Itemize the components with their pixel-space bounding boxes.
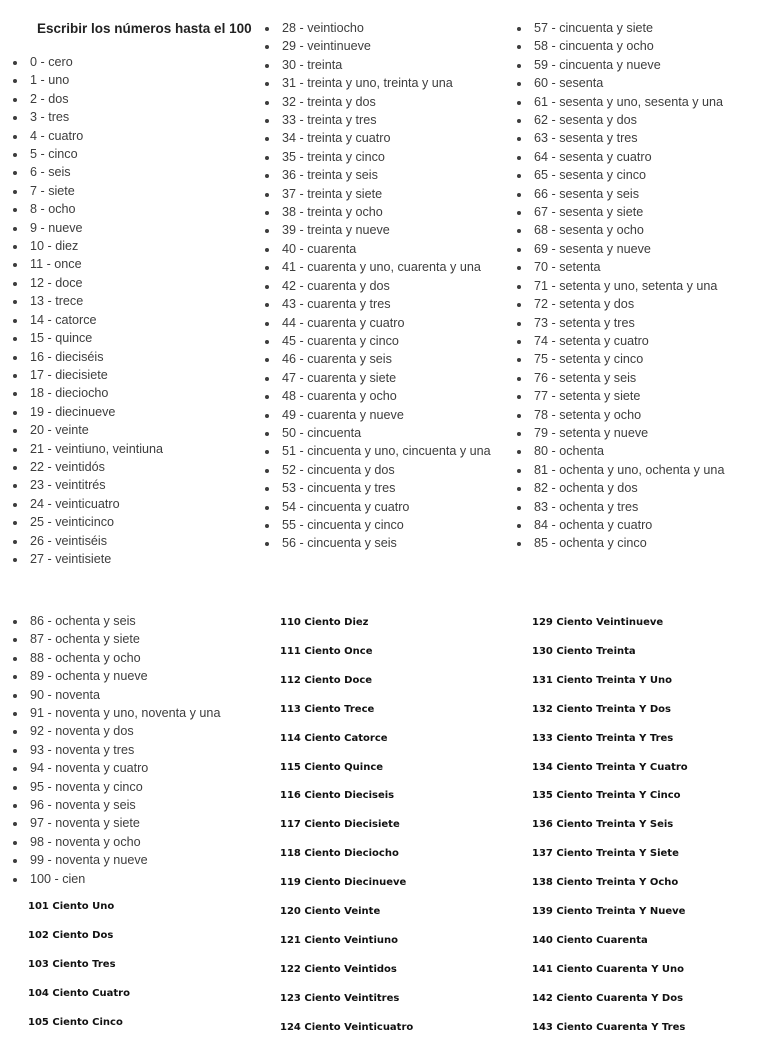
- list-item: 5 - cinco: [13, 145, 163, 163]
- list-item: 101 Ciento Uno: [28, 901, 115, 912]
- list-item: 41 - cuarenta y uno, cuarenta y una: [265, 258, 491, 276]
- number-list-28-56: [265, 19, 491, 553]
- list-item: 120 Ciento Veinte: [280, 906, 381, 918]
- list-item: 143 Ciento Cuarenta Y Tres: [532, 1021, 686, 1033]
- word-list-101-105: [28, 893, 130, 1038]
- list-item: 131 Ciento Treinta Y Uno: [532, 674, 672, 686]
- list-item: 119 Ciento Diecinueve: [280, 877, 407, 889]
- list-item: 12 - doce: [13, 274, 163, 292]
- list-item: 110 Ciento Diez: [280, 617, 369, 628]
- list-item: 78 - setenta y ocho: [517, 406, 724, 424]
- list-item: 14 - catorce: [13, 311, 163, 329]
- list-item: 37 - treinta y siete: [265, 185, 491, 203]
- list-item: 129 Ciento Veintinueve: [532, 617, 664, 628]
- list-item: 56 - cincuenta y seis: [265, 534, 491, 552]
- list-item: 24 - veinticuatro: [13, 495, 163, 513]
- list-item: 60 - sesenta: [517, 74, 724, 92]
- list-item: 115 Ciento Quince: [280, 761, 384, 773]
- list-item: 134 Ciento Treinta Y Cuatro: [532, 761, 688, 773]
- list-item: 111 Ciento Once: [280, 645, 373, 657]
- list-item: 16 - dieciséis: [13, 348, 163, 366]
- list-item: 138 Ciento Treinta Y Ocho: [532, 877, 679, 889]
- list-item: 92 - noventa y dos: [13, 722, 220, 740]
- list-item: 97 - noventa y siete: [13, 814, 220, 832]
- number-list-57-85: [517, 19, 724, 553]
- list-item: 118 Ciento Dieciocho: [280, 848, 399, 860]
- list-item: 39 - treinta y nueve: [265, 221, 491, 239]
- list-item: 59 - cincuenta y nueve: [517, 56, 724, 74]
- list-item: 33 - treinta y tres: [265, 111, 491, 129]
- list-item: 135 Ciento Treinta Y Cinco: [532, 790, 681, 802]
- list-item: 83 - ochenta y tres: [517, 498, 724, 516]
- list-item: 42 - cuarenta y dos: [265, 277, 491, 295]
- list-item: 64 - sesenta y cuatro: [517, 148, 724, 166]
- list-item: 26 - veintiséis: [13, 532, 163, 550]
- list-item: 15 - quince: [13, 329, 163, 347]
- list-item: 122 Ciento Veintidos: [280, 963, 397, 975]
- list-item: 74 - setenta y cuatro: [517, 332, 724, 350]
- list-item: 113 Ciento Trece: [280, 703, 375, 715]
- list-item: 0 - cero: [13, 53, 163, 71]
- list-item: 112 Ciento Doce: [280, 674, 373, 686]
- list-item: 19 - diecinueve: [13, 403, 163, 421]
- list-item: 29 - veintinueve: [265, 37, 491, 55]
- list-item: 55 - cincuenta y cinco: [265, 516, 491, 534]
- list-item: 27 - veintisiete: [13, 550, 163, 568]
- list-item: 67 - sesenta y siete: [517, 203, 724, 221]
- list-item: 70 - setenta: [517, 258, 724, 276]
- list-item: 95 - noventa y cinco: [13, 778, 220, 796]
- list-item: 23 - veintitrés: [13, 476, 163, 494]
- list-item: 44 - cuarenta y cuatro: [265, 314, 491, 332]
- list-item: 90 - noventa: [13, 686, 220, 704]
- list-item: 88 - ochenta y ocho: [13, 649, 220, 667]
- list-item: 75 - setenta y cinco: [517, 350, 724, 368]
- list-item: 2 - dos: [13, 90, 163, 108]
- list-item: 140 Ciento Cuarenta: [532, 934, 648, 946]
- list-item: 47 - cuarenta y siete: [265, 369, 491, 387]
- list-item: 52 - cincuenta y dos: [265, 461, 491, 479]
- list-item: 87 - ochenta y siete: [13, 630, 220, 648]
- list-item: 76 - setenta y seis: [517, 369, 724, 387]
- list-item: 72 - setenta y dos: [517, 295, 724, 313]
- list-item: 62 - sesenta y dos: [517, 111, 724, 129]
- list-item: 104 Ciento Cuatro: [28, 987, 130, 999]
- list-item: 96 - noventa y seis: [13, 796, 220, 814]
- list-item: 116 Ciento Dieciseis: [280, 790, 395, 802]
- list-item: 100 - cien: [13, 870, 220, 888]
- list-item: 89 - ochenta y nueve: [13, 667, 220, 685]
- list-item: 4 - cuatro: [13, 127, 163, 145]
- list-item: 114 Ciento Catorce: [280, 732, 388, 744]
- list-item: 130 Ciento Treinta: [532, 645, 636, 657]
- list-item: 65 - sesenta y cinco: [517, 166, 724, 184]
- list-item: 71 - setenta y uno, setenta y una: [517, 277, 724, 295]
- list-item: 93 - noventa y tres: [13, 741, 220, 759]
- list-item: 133 Ciento Treinta Y Tres: [532, 732, 674, 744]
- list-item: 32 - treinta y dos: [265, 93, 491, 111]
- list-item: 17 - diecisiete: [13, 366, 163, 384]
- list-item: 66 - sesenta y seis: [517, 185, 724, 203]
- list-item: 20 - veinte: [13, 421, 163, 439]
- list-item: 121 Ciento Veintiuno: [280, 934, 398, 946]
- number-list-86-100: [13, 612, 220, 888]
- list-item: 84 - ochenta y cuatro: [517, 516, 724, 534]
- list-item: 22 - veintidós: [13, 458, 163, 476]
- list-item: 123 Ciento Veintitres: [280, 992, 400, 1004]
- list-item: 31 - treinta y uno, treinta y una: [265, 74, 491, 92]
- list-item: 81 - ochenta y uno, ochenta y una: [517, 461, 724, 479]
- list-item: 21 - veintiuno, veintiuna: [13, 440, 163, 458]
- list-item: 137 Ciento Treinta Y Siete: [532, 848, 679, 860]
- list-item: 13 - trece: [13, 292, 163, 310]
- list-item: 7 - siete: [13, 182, 163, 200]
- list-item: 68 - sesenta y ocho: [517, 221, 724, 239]
- list-item: 102 Ciento Dos: [28, 929, 114, 941]
- word-list-129-143: [532, 609, 688, 1043]
- list-item: 61 - sesenta y uno, sesenta y una: [517, 93, 724, 111]
- list-item: 8 - ocho: [13, 200, 163, 218]
- list-item: 11 - once: [13, 255, 163, 273]
- list-item: 53 - cincuenta y tres: [265, 479, 491, 497]
- list-item: 46 - cuarenta y seis: [265, 350, 491, 368]
- list-item: 142 Ciento Cuarenta Y Dos: [532, 992, 684, 1004]
- list-item: 43 - cuarenta y tres: [265, 295, 491, 313]
- list-item: 136 Ciento Treinta Y Seis: [532, 819, 674, 831]
- list-item: 103 Ciento Tres: [28, 958, 116, 970]
- list-item: 18 - dieciocho: [13, 384, 163, 402]
- list-item: 73 - setenta y tres: [517, 314, 724, 332]
- list-item: 34 - treinta y cuatro: [265, 129, 491, 147]
- list-item: 85 - ochenta y cinco: [517, 534, 724, 552]
- list-item: 58 - cincuenta y ocho: [517, 37, 724, 55]
- list-item: 91 - noventa y uno, noventa y una: [13, 704, 220, 722]
- list-item: 36 - treinta y seis: [265, 166, 491, 184]
- list-item: 80 - ochenta: [517, 442, 724, 460]
- page-title: Escribir los números hasta el 100: [37, 21, 252, 36]
- list-item: 132 Ciento Treinta Y Dos: [532, 703, 671, 715]
- list-item: 40 - cuarenta: [265, 240, 491, 258]
- list-item: 50 - cincuenta: [265, 424, 491, 442]
- list-item: 63 - sesenta y tres: [517, 129, 724, 147]
- list-item: 86 - ochenta y seis: [13, 612, 220, 630]
- list-item: 99 - noventa y nueve: [13, 851, 220, 869]
- list-item: 105 Ciento Cinco: [28, 1016, 123, 1028]
- list-item: 82 - ochenta y dos: [517, 479, 724, 497]
- list-item: 54 - cincuenta y cuatro: [265, 498, 491, 516]
- list-item: 117 Ciento Diecisiete: [280, 819, 400, 831]
- list-item: 57 - cincuenta y siete: [517, 19, 724, 37]
- list-item: 28 - veintiocho: [265, 19, 491, 37]
- list-item: 45 - cuarenta y cinco: [265, 332, 491, 350]
- list-item: 38 - treinta y ocho: [265, 203, 491, 221]
- list-item: 3 - tres: [13, 108, 163, 126]
- list-item: 94 - noventa y cuatro: [13, 759, 220, 777]
- list-item: 30 - treinta: [265, 56, 491, 74]
- list-item: 25 - veinticinco: [13, 513, 163, 531]
- list-item: 9 - nueve: [13, 219, 163, 237]
- list-item: 10 - diez: [13, 237, 163, 255]
- list-item: 48 - cuarenta y ocho: [265, 387, 491, 405]
- list-item: 69 - sesenta y nueve: [517, 240, 724, 258]
- list-item: 141 Ciento Cuarenta Y Uno: [532, 963, 685, 975]
- list-item: 79 - setenta y nueve: [517, 424, 724, 442]
- number-list-0-27: [13, 53, 163, 568]
- list-item: 77 - setenta y siete: [517, 387, 724, 405]
- list-item: 124 Ciento Veinticuatro: [280, 1021, 414, 1033]
- list-item: 51 - cincuenta y uno, cincuenta y una: [265, 442, 491, 460]
- list-item: 98 - noventa y ocho: [13, 833, 220, 851]
- list-item: 6 - seis: [13, 163, 163, 181]
- list-item: 139 Ciento Treinta Y Nueve: [532, 906, 686, 918]
- list-item: 1 - uno: [13, 71, 163, 89]
- word-list-110-124: [280, 609, 413, 1043]
- list-item: 49 - cuarenta y nueve: [265, 406, 491, 424]
- list-item: 35 - treinta y cinco: [265, 148, 491, 166]
